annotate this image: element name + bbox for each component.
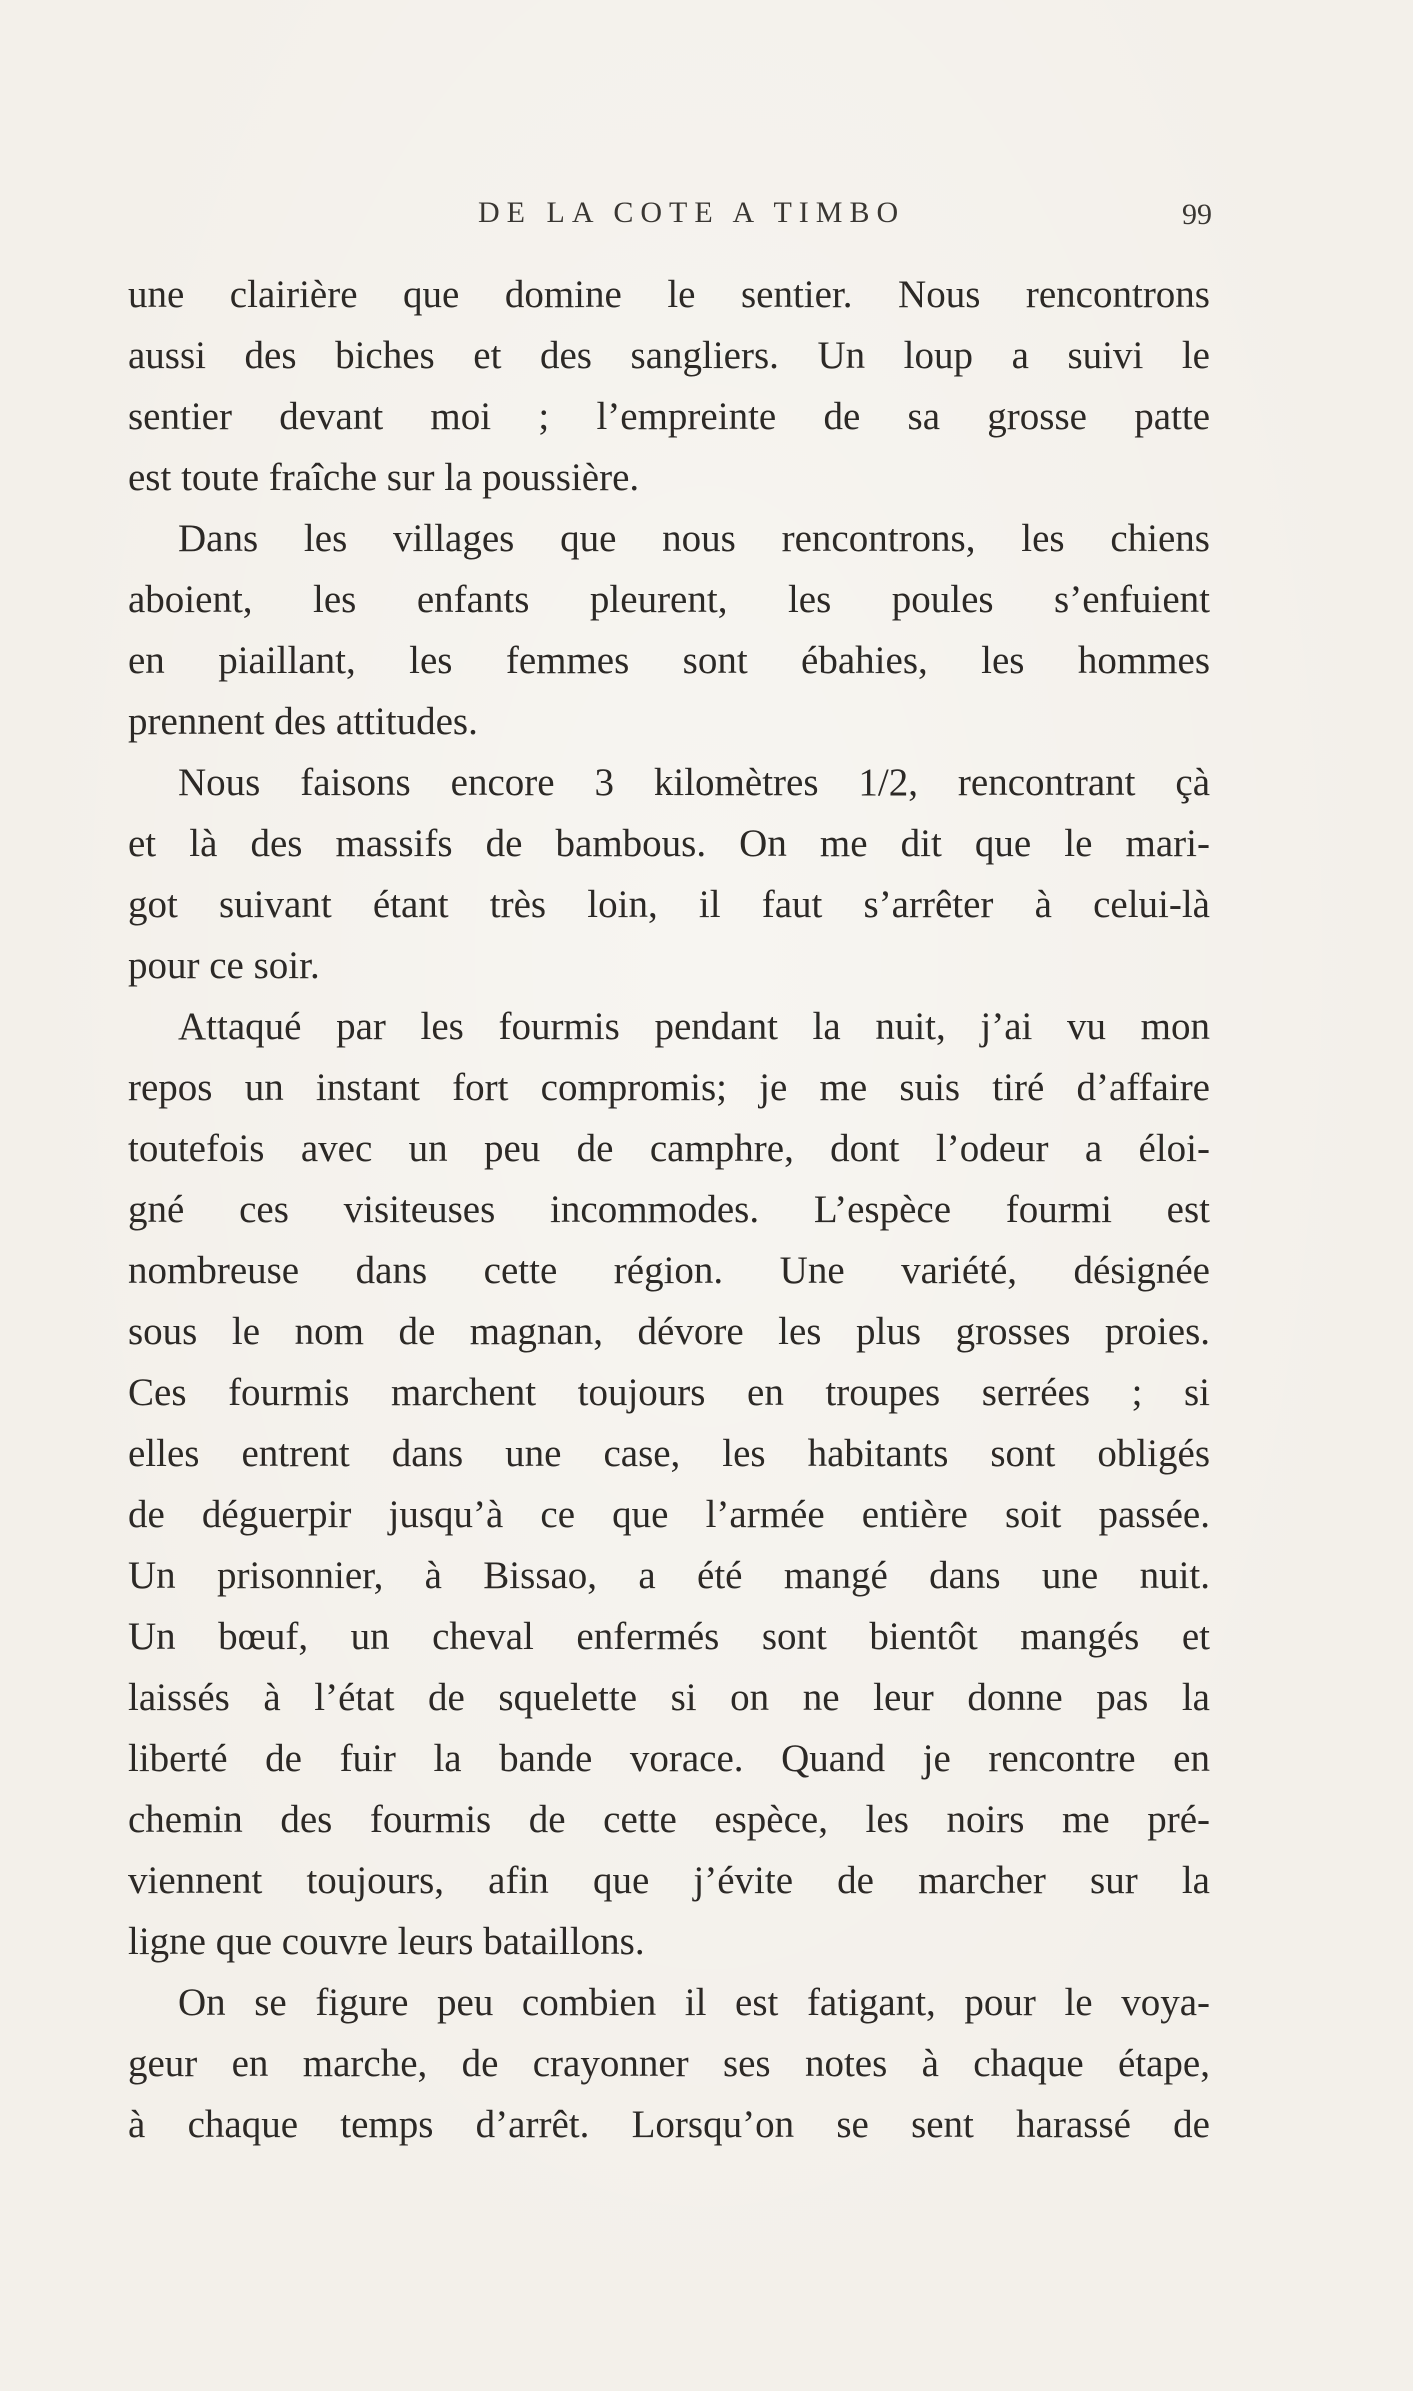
text-line: de déguerpir jusqu’à ce que l’armée entière soit passée. <box>128 1493 1210 1536</box>
text-line: aboient, les enfants pleurent, les poules s’enfuient <box>128 578 1210 621</box>
text-line: une clairière que domine le sentier. Nous rencontrons <box>128 273 1210 316</box>
text-line: prennent des attitudes. <box>128 700 478 743</box>
text-line: à chaque temps d’arrêt. Lorsqu’on se sent harassé de <box>128 2103 1210 2146</box>
text-line: liberté de fuir la bande vorace. Quand je rencontre en <box>128 1737 1210 1780</box>
running-head <box>0 196 1413 240</box>
body-text <box>128 264 1210 2155</box>
text-line: sous le nom de magnan, dévore les plus grosses proies. <box>128 1310 1210 1353</box>
text-line: Un prisonnier, à Bissao, a été mangé dans une nuit. <box>128 1554 1210 1597</box>
text-line: Ces fourmis marchent toujours en troupes serrées ; si <box>128 1371 1210 1414</box>
text-line: ligne que couvre leurs bataillons. <box>128 1920 645 1963</box>
text-line: nombreuse dans cette région. Une variété, désignée <box>128 1249 1210 1292</box>
text-line: Nous faisons encore 3 kilomètres 1/2, rencontrant çà <box>178 761 1210 804</box>
text-line: aussi des biches et des sangliers. Un loup a suivi le <box>128 334 1210 377</box>
text-line: viennent toujours, afin que j’évite de marcher sur la <box>128 1859 1210 1902</box>
text-line: elles entrent dans une case, les habitants sont obligés <box>128 1432 1210 1475</box>
text-line: en piaillant, les femmes sont ébahies, les hommes <box>128 639 1210 682</box>
text-line: pour ce soir. <box>128 944 320 987</box>
text-line: laissés à l’état de squelette si on ne leur donne pas la <box>128 1676 1210 1719</box>
text-line: et là des massifs de bambous. On me dit que le mari- <box>128 822 1210 865</box>
text-line: Un bœuf, un cheval enfermés sont bientôt mangés et <box>128 1615 1210 1658</box>
text-line: repos un instant fort compromis; je me suis tiré d’affaire <box>128 1066 1210 1109</box>
text-line: chemin des fourmis de cette espèce, les noirs me pré- <box>128 1798 1210 1841</box>
running-head-title: DE LA COTE A TIMBO <box>478 196 906 229</box>
text-line: est toute fraîche sur la poussière. <box>128 456 640 499</box>
text-line: gné ces visiteuses incommodes. L’espèce fourmi est <box>128 1188 1210 1231</box>
text-line: On se figure peu combien il est fatigant, pour le voya- <box>178 1981 1210 2024</box>
text-line: Attaqué par les fourmis pendant la nuit, j’ai vu mon <box>178 1005 1210 1048</box>
text-line: toutefois avec un peu de camphre, dont l’odeur a éloi- <box>128 1127 1210 1170</box>
text-line: Dans les villages que nous rencontrons, les chiens <box>178 517 1210 560</box>
page-number: 99 <box>1182 198 1212 231</box>
text-line: got suivant étant très loin, il faut s’arrêter à celui-là <box>128 883 1210 926</box>
text-line: sentier devant moi ; l’empreinte de sa grosse patte <box>128 395 1210 438</box>
text-line: geur en marche, de crayonner ses notes à chaque étape, <box>128 2042 1210 2085</box>
